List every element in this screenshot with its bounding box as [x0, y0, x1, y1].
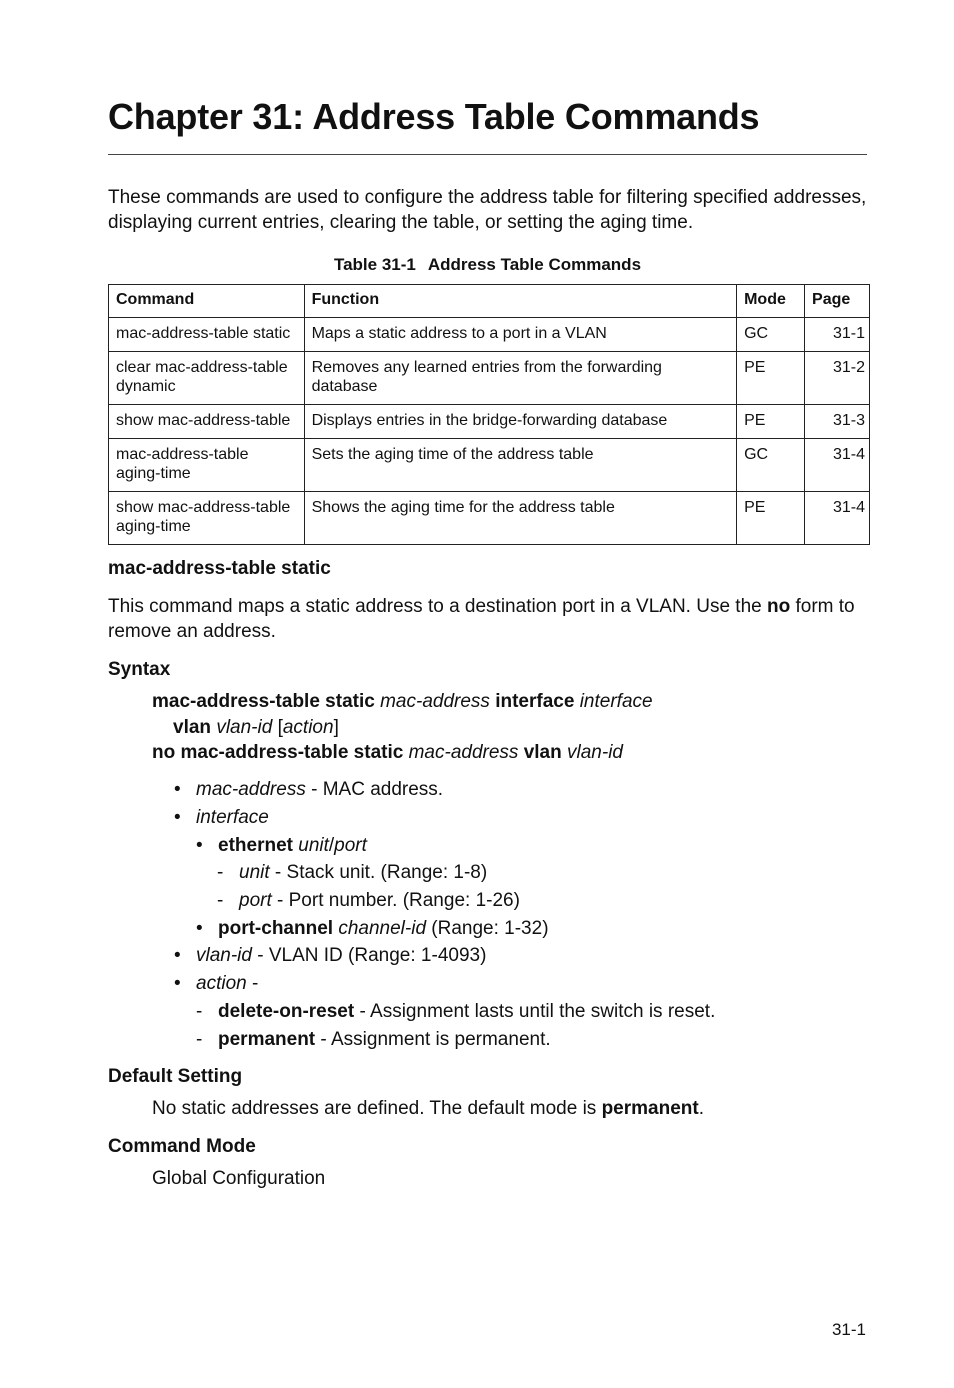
command-mode-heading: Command Mode [108, 1136, 256, 1157]
param-mac-address [174, 777, 443, 802]
header-function: Function [304, 285, 737, 318]
table-caption-label: Table 31-1 [333, 255, 416, 274]
default-setting-body: No static addresses are defined. The default mode is [152, 1098, 597, 1119]
cell-function: Sets the aging time of the address table [304, 439, 737, 492]
param-arg-port: port [334, 835, 367, 856]
syntax-keyword-vlan: vlan [173, 717, 212, 738]
param-desc: - [246, 973, 259, 994]
bullet-icon: • [174, 779, 181, 800]
syntax-line-2 [173, 715, 339, 740]
syntax-line-3 [152, 740, 623, 765]
cell-mode: PE [737, 405, 805, 439]
syntax-command: mac-address-table static [152, 691, 375, 712]
default-setting-period: . [698, 1098, 704, 1119]
param-desc: - Port number. (Range: 1-26) [271, 890, 520, 911]
cell-mode: PE [737, 352, 805, 405]
dash-icon: - [196, 1029, 203, 1050]
syntax-arg-interface: interface [579, 691, 653, 712]
table-header-row [109, 285, 870, 318]
dash-icon: - [196, 1001, 203, 1022]
command-mode-text: Global Configuration [152, 1168, 326, 1189]
param-ethernet [196, 833, 367, 858]
param-desc: - MAC address. [305, 779, 444, 800]
param-name: unit [239, 862, 270, 883]
cell-command: mac-address-table static [109, 318, 305, 352]
syntax-line-1 [152, 689, 653, 714]
cell-mode: GC [737, 439, 805, 492]
header-mode: Mode [737, 285, 805, 318]
param-name: action [196, 973, 247, 994]
cell-function: Shows the aging time for the address table [304, 492, 737, 545]
syntax-keyword-vlan: vlan [523, 742, 562, 763]
section-description-tail: form to remove an address. [108, 596, 855, 642]
param-name: interface [196, 807, 269, 828]
default-mode-keyword: permanent [601, 1098, 699, 1119]
syntax-keyword-interface: interface [495, 691, 575, 712]
param-desc: - Stack unit. (Range: 1-8) [269, 862, 488, 883]
param-name: port [239, 890, 272, 911]
param-port-channel [196, 916, 549, 941]
dash-icon: - [217, 890, 224, 911]
param-unit [217, 860, 487, 885]
syntax-arg-action: action [282, 717, 334, 738]
bullet-icon: • [196, 835, 203, 856]
syntax-no-command: no mac-address-table static [152, 742, 404, 763]
cell-function: Displays entries in the bridge-forwarding database [304, 405, 737, 439]
page-number: 31-1 [831, 1320, 866, 1339]
header-page: Page [805, 285, 870, 318]
cell-page: 31-4 [805, 439, 870, 492]
bullet-icon: • [174, 945, 181, 966]
chapter-title: Chapter 31: Address Table Commands [108, 96, 760, 137]
address-table-commands-table [108, 284, 870, 545]
cell-command: mac-address-table aging-time [109, 439, 305, 492]
syntax-arg-mac-address: mac-address [408, 742, 519, 763]
header-command: Command [109, 285, 305, 318]
param-keyword: delete-on-reset [218, 1001, 355, 1022]
table-row [109, 318, 870, 352]
table-caption [108, 255, 867, 275]
syntax-arg-vlan-id: vlan-id [567, 742, 623, 763]
param-keyword: permanent [218, 1029, 316, 1050]
table-row [109, 352, 870, 405]
param-vlan-id [174, 943, 486, 968]
intro-paragraph: These commands are used to configure the address table for filtering specified addresses, displaying current entries, clearing the table, or setting the aging time. [108, 187, 867, 233]
title-divider [108, 154, 867, 155]
no-keyword: no [767, 596, 791, 617]
param-interface [174, 805, 269, 830]
param-desc: - Assignment lasts until the switch is reset. [354, 1001, 716, 1022]
cell-mode: GC [737, 318, 805, 352]
default-setting-text [152, 1096, 704, 1121]
syntax-arg-mac-address: mac-address [380, 691, 490, 712]
table-row [109, 492, 870, 545]
param-delete-on-reset [196, 999, 715, 1024]
param-keyword: port-channel [218, 918, 334, 939]
cell-command: clear mac-address-table dynamic [109, 352, 305, 405]
cell-page: 31-2 [805, 352, 870, 405]
section-title: mac-address-table static [108, 558, 331, 579]
cell-page: 31-3 [805, 405, 870, 439]
cell-command: show mac-address-table [109, 405, 305, 439]
cell-command: show mac-address-table aging-time [109, 492, 305, 545]
param-action [174, 971, 258, 996]
table-row [109, 405, 870, 439]
syntax-arg-vlan-id: vlan-id [216, 717, 273, 738]
param-arg-channel-id: channel-id [338, 918, 427, 939]
param-slash: / [328, 835, 335, 856]
param-name: vlan-id [196, 945, 252, 966]
default-setting-heading: Default Setting [108, 1066, 243, 1087]
syntax-heading: Syntax [108, 659, 171, 680]
cell-page: 31-1 [805, 318, 870, 352]
bullet-icon: • [174, 807, 181, 828]
param-desc: (Range: 1-32) [426, 918, 549, 939]
param-arg-unit: unit [298, 835, 329, 856]
param-port [217, 888, 520, 913]
bullet-icon: • [196, 918, 203, 939]
param-keyword: ethernet [218, 835, 293, 856]
table-caption-title: Address Table Commands [427, 255, 642, 274]
section-description [108, 594, 878, 644]
cell-function: Removes any learned entries from the forwarding database [304, 352, 737, 405]
param-desc: - Assignment is permanent. [315, 1029, 551, 1050]
syntax-open-bracket: [ [277, 717, 283, 738]
param-desc: - VLAN ID (Range: 1-4093) [251, 945, 487, 966]
cell-function: Maps a static address to a port in a VLAN [304, 318, 737, 352]
param-name: mac-address [196, 779, 306, 800]
dash-icon: - [217, 862, 224, 883]
param-permanent [196, 1027, 551, 1052]
table-row [109, 439, 870, 492]
bullet-icon: • [174, 973, 181, 994]
syntax-close-bracket: ] [333, 717, 339, 738]
cell-page: 31-4 [805, 492, 870, 545]
section-description-text: This command maps a static address to a destination port in a VLAN. Use the [108, 596, 762, 617]
cell-mode: PE [737, 492, 805, 545]
